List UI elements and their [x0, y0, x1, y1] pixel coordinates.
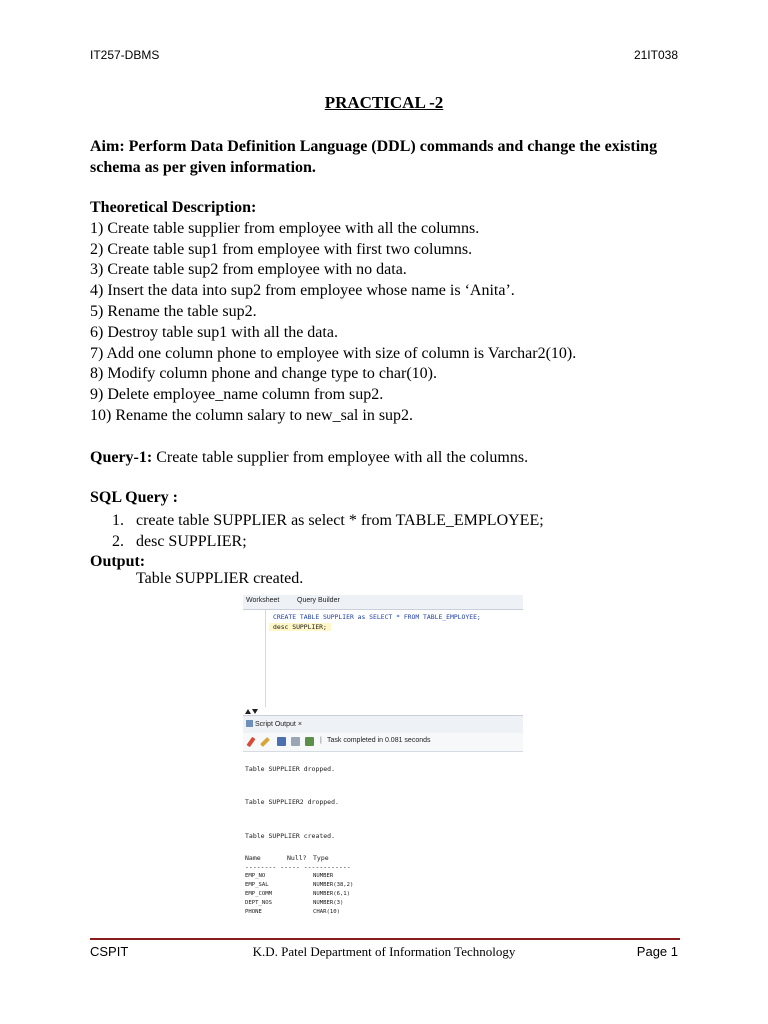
footer-right: Page 1: [636, 944, 678, 959]
code-line-1: CREATE TABLE SUPPLIER as SELECT * FROM TABLE_EMPLOYEE;: [273, 613, 481, 621]
theory-item: 5) Rename the table sup2.: [90, 302, 257, 320]
column-header-type: Type: [313, 854, 329, 862]
output-heading: Output:: [90, 553, 146, 570]
theory-item: 1) Create table supplier from employee with all the columns.: [90, 219, 480, 237]
sql-item: [112, 531, 544, 552]
close-icon[interactable]: ×: [297, 721, 302, 728]
output-toolbar: [243, 733, 523, 752]
footer-center: K.D. Patel Department of Information Technology: [252, 944, 516, 959]
column-header-null: Null?: [287, 854, 307, 862]
tab-query-builder[interactable]: Query Builder: [297, 597, 340, 604]
row-name: EMP_NO: [245, 873, 266, 879]
sql-item-text: create table SUPPLIER as select * from TABLE_EMPLOYEE;: [136, 512, 544, 529]
output-line: Table SUPPLIER dropped.: [245, 765, 336, 773]
script-output-label: Script Output: [255, 721, 296, 728]
row-type: CHAR(10): [313, 909, 340, 915]
theory-section: [90, 198, 690, 427]
pin-icon[interactable]: [246, 737, 255, 747]
row-type: NUMBER(38,2): [313, 882, 354, 888]
task-status: Task completed in 0.081 seconds: [327, 737, 431, 744]
toolbar-separator: |: [320, 737, 322, 744]
split-arrows-icon: [243, 707, 259, 715]
column-header-name: Name: [245, 854, 261, 862]
theory-item: 9) Delete employee_name column from sup2.: [90, 386, 384, 404]
script-output-icon: [246, 720, 253, 727]
column-divider: -------- ----- ------------: [245, 863, 351, 871]
save-icon[interactable]: [277, 737, 286, 746]
code-line-2: desc SUPPLIER;: [269, 623, 331, 631]
theory-item: 7) Add one column phone to employee with size of column is Varchar2(10).: [90, 344, 577, 362]
sql-item: [112, 510, 544, 531]
row-name: EMP_SAL: [245, 882, 269, 888]
row-name: DEPT_NOS: [245, 900, 272, 906]
row-name: EMP_COMM: [245, 891, 272, 897]
tab-worksheet[interactable]: Worksheet: [246, 597, 280, 604]
theory-item: 2) Create table sup1 from employee with first two columns.: [90, 240, 473, 258]
row-name: PHONE: [245, 909, 262, 915]
export-icon[interactable]: [305, 737, 314, 746]
header-left: IT257-DBMS: [90, 48, 160, 62]
sql-heading: SQL Query :: [90, 489, 179, 506]
sql-developer-screenshot: [243, 595, 523, 935]
output-line: Table SUPPLIER2 dropped.: [245, 798, 339, 806]
row-type: NUMBER: [313, 873, 334, 879]
row-type: NUMBER(3): [313, 900, 344, 906]
footer-rule: [90, 938, 680, 940]
tab-script-output[interactable]: [246, 720, 302, 728]
print-icon[interactable]: [291, 737, 300, 746]
row-type: NUMBER(6,1): [313, 891, 351, 897]
output-text: Table SUPPLIER created.: [136, 570, 304, 587]
theory-item: 8) Modify column phone and change type to char(10).: [90, 365, 438, 383]
aim-text: Aim: Perform Data Definition Language (DDL) commands and change the existing schema as per given information.: [90, 138, 658, 176]
query-1: [90, 449, 528, 467]
split-handle[interactable]: [243, 707, 523, 715]
sql-editor[interactable]: [243, 610, 523, 707]
theory-heading: Theoretical Description:: [90, 199, 257, 216]
theory-item: 10) Rename the column salary to new_sal in sup2.: [90, 406, 414, 424]
output-line: Table SUPPLIER created.: [245, 832, 336, 840]
sql-list: [112, 510, 544, 552]
sql-item-number: 1.: [112, 512, 124, 529]
page-title: PRACTICAL -2: [324, 93, 444, 112]
query-1-text: Create table supplier from employee with all the columns.: [152, 449, 529, 466]
editor-gutter: [265, 610, 266, 707]
eraser-icon[interactable]: [260, 737, 270, 747]
theory-item: 3) Create table sup2 from employee with no data.: [90, 261, 407, 279]
footer-left: CSPIT: [90, 944, 129, 959]
editor-tabs: [243, 595, 523, 610]
sql-item-number: 2.: [112, 533, 124, 550]
query-1-label: Query-1:: [90, 449, 153, 466]
header-right: 21IT038: [633, 48, 678, 62]
theory-item: 4) Insert the data into sup2 from employee whose name is ‘Anita’.: [90, 282, 515, 300]
sql-item-text: desc SUPPLIER;: [136, 533, 247, 550]
theory-item: 6) Destroy table sup1 with all the data.: [90, 323, 338, 341]
output-tabs: [243, 715, 523, 734]
